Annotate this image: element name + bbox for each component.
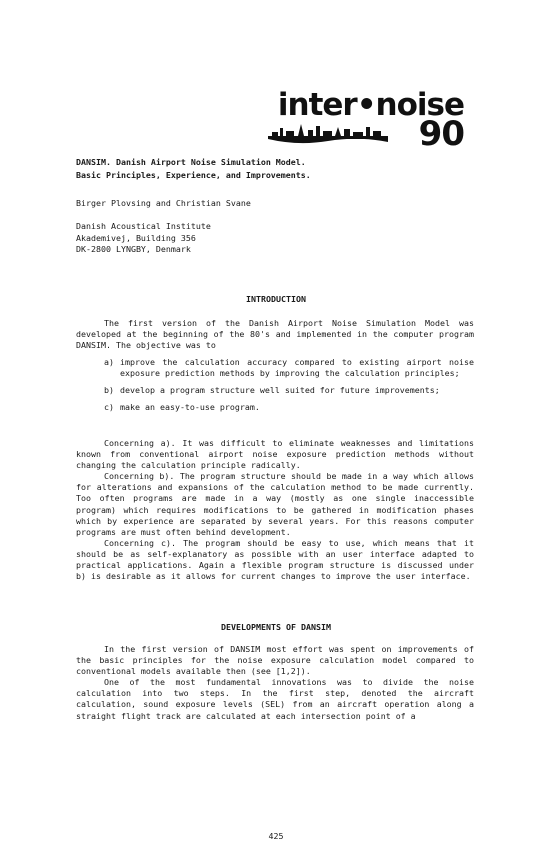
section-heading-introduction: INTRODUCTION (246, 294, 306, 304)
list-text: improve the calculation accuracy compared to existing airport noise exposure prediction methods by improving the calculation principles; (120, 357, 474, 379)
developments-block (76, 644, 474, 722)
list-text: make an easy-to-use program. (120, 402, 260, 413)
paragraph: Concerning b). The program structure should be made in a way which allows for alterations and expansions of the calculation method to be made currently. Too often programs are made in a way (mostly as one single inaccessible program) which requires modifications to be gathered in modification phases which by experience are separated by several years. For this reasons computer programs are must often behind development. (76, 471, 474, 537)
intro-paragraph-1 (76, 318, 474, 351)
paragraph: Concerning c). The program should be easy to use, which means that it should be as self-explanatory as possible with an user interface adapted to practical applications. Again a flexible program structure is discussed under b) is desirable as it allows for current changes to improve the user interface. (76, 537, 474, 582)
section-heading-developments: DEVELOPMENTS OF DANSIM (221, 622, 331, 632)
list-item (104, 385, 474, 396)
objectives-list (104, 357, 474, 419)
affiliation-line: Danish Acoustical Institute (76, 221, 211, 231)
list-item (104, 402, 474, 413)
page-number: 425 (268, 831, 284, 841)
title-line: Basic Principles, Experience, and Improvements. (76, 170, 311, 180)
intro-concerning-block (76, 438, 474, 582)
logo-wordmark: inter•noise (277, 87, 464, 123)
affiliation-line: Akademivej, Building 356 (76, 232, 196, 243)
paragraph: The first version of the Danish Airport Noise Simulation Model was developed at the beginning of the 80's and implemented in the computer program DANSIM. The objective was to (76, 318, 474, 351)
list-marker: a) (104, 357, 114, 367)
affiliation (76, 221, 211, 256)
paragraph: In the first version of DANSIM most effort was spent on improvements of the basic principles for the noise exposure calculation model compared to conventional models available then (see [1,2]). (76, 644, 474, 677)
affiliation-line: DK-2800 LYNGBY, Denmark (76, 244, 191, 254)
list-item (104, 357, 474, 379)
paragraph: Concerning a). It was difficult to eliminate weaknesses and limitations known from conventional airport noise exposure prediction methods without changing the calculation principle radically. (76, 438, 474, 471)
title-line: DANSIM. Danish Airport Noise Simulation Model. (76, 157, 306, 167)
list-marker: b) (104, 385, 114, 396)
skyline-icon (268, 122, 388, 148)
list-marker: c) (104, 402, 114, 413)
inter-noise-logo (268, 88, 464, 152)
paragraph: One of the most fundamental innovations was to divide the noise calculation into two steps. In the first step, denoted the aircraft calculation, sound exposure levels (SEL) from an aircraft operation along a straight flight track are calculated at each intersection point of a (76, 677, 474, 721)
paper-title (76, 156, 311, 182)
authors: Birger Plovsing and Christian Svane (76, 198, 251, 208)
list-text: develop a program structure well suited for future improvements; (120, 385, 440, 396)
logo-year: 90 (418, 114, 464, 154)
